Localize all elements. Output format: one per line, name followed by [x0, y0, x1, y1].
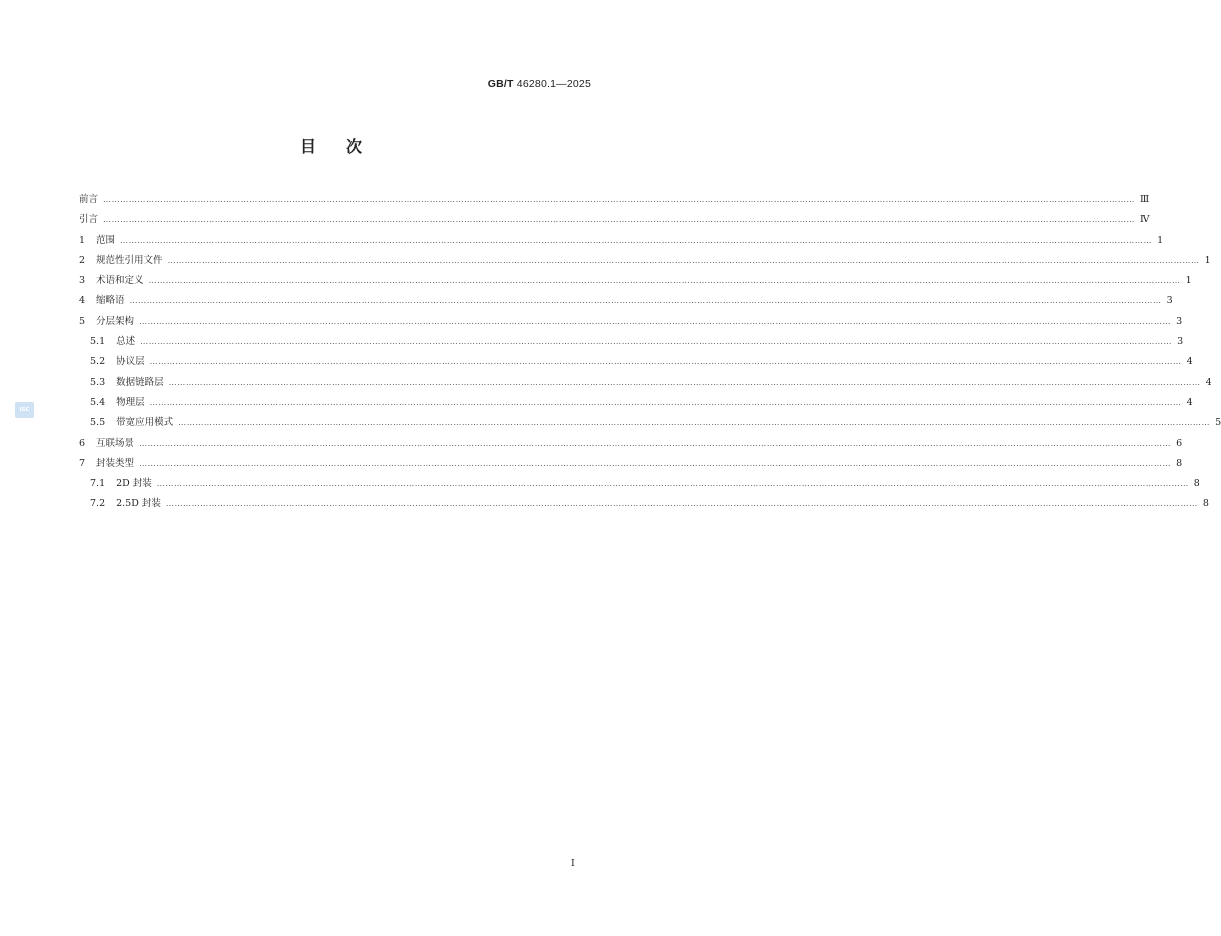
toc-entry-page: 8 [1193, 478, 1200, 490]
toc-entry-number: 5 [79, 315, 86, 327]
toc-entry[interactable] [79, 190, 1150, 210]
toc-entry-number: 2 [79, 254, 86, 266]
toc-entry[interactable] [79, 352, 1193, 372]
toc-entry-page: 8 [1202, 498, 1209, 510]
toc-entry-page: 4 [1186, 356, 1193, 368]
toc-leader-dots: ……………………………………………………………………………………………………………………………………………………………………………………………………………………………………………………………………………………………………………………………… [139, 458, 1172, 468]
toc-leader-dots: ……………………………………………………………………………………………………………………………………………………………………………………………………………………………………………………………………………………………………………………………… [103, 215, 1136, 225]
toc-entry-label: 范围 [96, 234, 116, 246]
toc-entry[interactable] [79, 454, 1183, 474]
toc-entry-number: 7.2 [90, 498, 106, 510]
toc-entry-label: 分层架构 [96, 315, 135, 327]
toc-entry-label: 缩略语 [96, 295, 125, 307]
toc-leader-dots: ……………………………………………………………………………………………………………………………………………………………………………………………………………………………………………………………………………………………………………………………… [139, 438, 1172, 448]
toc-leader-dots: ……………………………………………………………………………………………………………………………………………………………………………………………………………………………………………………………………………………………………………………………… [167, 255, 1200, 265]
toc-leader-dots: ……………………………………………………………………………………………………………………………………………………………………………………………………………………………………………………………………………………………………………………………… [165, 499, 1198, 509]
toc-entry-label: 物理层 [116, 396, 145, 408]
toc-entry[interactable] [79, 291, 1173, 311]
toc-entry-page: 4 [1205, 376, 1212, 388]
toc-entry-number: 6 [79, 437, 86, 449]
toc-entry[interactable] [79, 434, 1183, 454]
toc-entry-page: 3 [1166, 295, 1173, 307]
toc-entry-label: 协议层 [116, 356, 145, 368]
toc-leader-dots: ……………………………………………………………………………………………………………………………………………………………………………………………………………………………………………………………………………………………………………………………… [139, 316, 1172, 326]
toc-leader-dots: ……………………………………………………………………………………………………………………………………………………………………………………………………………………………………………………………………………………………………………………………… [149, 397, 1182, 407]
toc-leader-dots: ……………………………………………………………………………………………………………………………………………………………………………………………………………………………………………………………………………………………………………………………… [168, 377, 1201, 387]
toc-entry-number: 5.2 [90, 356, 106, 368]
standard-number: 46280.1—2025 [516, 78, 591, 90]
toc-entry[interactable] [79, 393, 1193, 413]
toc-entry-page: 1 [1185, 275, 1192, 287]
toc-entry-number: 3 [79, 275, 86, 287]
toc-entry-label: 互联场景 [96, 437, 135, 449]
toc-entry-label: 2D 封装 [116, 478, 152, 490]
toc-entry-page: 5 [1215, 417, 1221, 429]
toc-entry[interactable] [79, 312, 1183, 332]
toc-title: 目次 [299, 137, 392, 156]
toc-entry-number: 5.1 [90, 336, 106, 348]
toc-leader-dots: ……………………………………………………………………………………………………………………………………………………………………………………………………………………………………………………………………………………………………………………………… [148, 276, 1181, 286]
toc-entry[interactable] [79, 413, 1221, 433]
toc-entry[interactable] [79, 251, 1211, 271]
toc-entry[interactable] [79, 231, 1164, 251]
toc-leader-dots: ……………………………………………………………………………………………………………………………………………………………………………………………………………………………………………………………………………………………………………………………… [178, 418, 1211, 428]
toc-entry-page: 6 [1176, 437, 1183, 449]
toc-entry[interactable] [79, 474, 1200, 494]
toc-entry-number: 5.5 [90, 417, 106, 429]
toc-entry-number: 4 [79, 295, 86, 307]
toc-entry-page: 8 [1176, 457, 1183, 469]
toc-entry-number: 5.4 [90, 396, 106, 408]
toc-entry[interactable] [79, 332, 1184, 352]
toc-leader-dots: ……………………………………………………………………………………………………………………………………………………………………………………………………………………………………………………………………………………………………………………………… [156, 479, 1189, 489]
toc-entry-label: 带宽应用模式 [116, 417, 174, 429]
toc-entry[interactable] [79, 271, 1192, 291]
toc-entry-label: 数据链路层 [116, 376, 164, 388]
toc-entry-page: Ⅲ [1140, 194, 1150, 205]
toc-entry-page: 1 [1204, 254, 1211, 266]
toc-entry-number: 1 [79, 234, 86, 246]
toc-entry-label: 术语和定义 [96, 275, 144, 287]
side-logo-badge: ISC [15, 402, 34, 418]
toc-entry-label: 规范性引用文件 [96, 254, 163, 266]
toc-entry-number: 5.3 [90, 376, 106, 388]
toc-entry-label: 封装类型 [96, 457, 135, 469]
toc-entry-page: Ⅳ [1140, 214, 1150, 226]
toc-entry-number: 7.1 [90, 478, 106, 490]
toc-entry-label: 前言 [79, 194, 99, 205]
table-of-contents [79, 190, 1221, 515]
toc-entry-page: 3 [1176, 315, 1183, 327]
toc-leader-dots: ……………………………………………………………………………………………………………………………………………………………………………………………………………………………………………………………………………………………………………………………… [129, 296, 1162, 306]
toc-leader-dots: ……………………………………………………………………………………………………………………………………………………………………………………………………………………………………………………………………………………………………………………………… [120, 235, 1153, 245]
toc-entry-label: 引言 [79, 214, 99, 226]
page-number: Ⅰ [571, 858, 575, 869]
toc-entry[interactable] [79, 210, 1150, 230]
toc-leader-dots: ……………………………………………………………………………………………………………………………………………………………………………………………………………………………………………………………………………………………………………………………… [103, 195, 1136, 204]
toc-entry-label: 总述 [116, 336, 136, 348]
toc-leader-dots: ……………………………………………………………………………………………………………………………………………………………………………………………………………………………………………………………………………………………………………………………… [149, 357, 1182, 367]
standard-code [488, 78, 591, 90]
toc-entry-page: 1 [1157, 234, 1164, 246]
toc-entry-page: 3 [1177, 336, 1184, 348]
toc-entry-page: 4 [1186, 396, 1193, 408]
toc-entry[interactable] [79, 373, 1212, 393]
toc-entry-label: 2.5D 封装 [116, 498, 161, 510]
toc-entry-number: 7 [79, 457, 86, 469]
toc-entry[interactable] [79, 494, 1209, 514]
toc-leader-dots: ……………………………………………………………………………………………………………………………………………………………………………………………………………………………………………………………………………………………………………………………… [140, 337, 1173, 347]
standard-prefix: GB/T [487, 78, 514, 90]
